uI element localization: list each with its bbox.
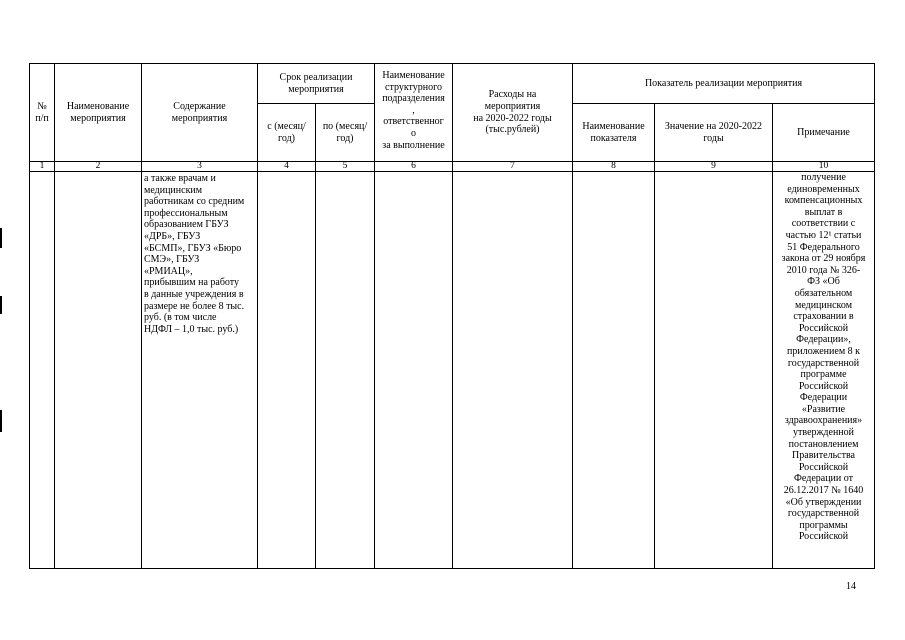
- column-number-cell: 9: [655, 162, 773, 172]
- header-indicator-value: Значение на 2020-2022 годы: [655, 104, 773, 162]
- header-note: Примечание: [773, 104, 875, 162]
- header-indicator-name: Наименование показателя: [573, 104, 655, 162]
- column-number-cell: 5: [316, 162, 375, 172]
- table-cell-empty: [375, 172, 453, 569]
- column-number-cell: 3: [142, 162, 258, 172]
- column-number-cell: 8: [573, 162, 655, 172]
- header-measure-content: Содержание мероприятия: [142, 64, 258, 162]
- column-number-cell: 6: [375, 162, 453, 172]
- header-expenses: Расходы на мероприятия на 2020-2022 годы (тыс.рублей): [453, 64, 573, 162]
- column-number-cell: 1: [30, 162, 55, 172]
- column-number-cell: 10: [773, 162, 875, 172]
- column-number-cell: 7: [453, 162, 573, 172]
- header-period-to: по (месяц/ год): [316, 104, 375, 162]
- measures-table-container: [29, 63, 874, 572]
- table-cell-empty: [453, 172, 573, 569]
- table-cell-empty: [655, 172, 773, 569]
- column-number-cell: 4: [258, 162, 316, 172]
- note-cell: получение единовременных компенсационных выплат в соответствии с частью 12¹ статьи 51 Федерального закона от 29 ноября 2010 года № 326- ФЗ «Об обязательном медицинском страховании в Российской Федерации», приложением 8 к государственной программе Российской Федерации «Развитие здравоохранения» утвержденной постановлением Правительства Российской Федерации от 26.12.2017 № 1640 «Об утверждении государственной программы Российской: [773, 172, 875, 569]
- column-number-cell: 2: [55, 162, 142, 172]
- table-cell-empty: [573, 172, 655, 569]
- scan-edge-mark: [0, 296, 2, 314]
- header-number: № п/п: [30, 64, 55, 162]
- table-cell-empty: [258, 172, 316, 569]
- header-implementation-indicator: Показатель реализации мероприятия: [573, 64, 875, 104]
- header-measure-name: Наименование мероприятия: [55, 64, 142, 162]
- header-responsible-unit: Наименование структурного подразделения , ответственног о за выполнение: [375, 64, 453, 162]
- measures-table: [29, 63, 875, 569]
- scan-edge-mark: [0, 228, 2, 248]
- header-implementation-period: Срок реализации мероприятия: [258, 64, 375, 104]
- header-period-from: с (месяц/ год): [258, 104, 316, 162]
- table-cell-empty: [30, 172, 55, 569]
- table-cell-empty: [55, 172, 142, 569]
- table-cell-empty: [316, 172, 375, 569]
- measure-content-cell: а также врачам и медицинским работникам со средним профессиональным образованием ГБУЗ «ДРБ», ГБУЗ «БСМП», ГБУЗ «Бюро СМЭ», ГБУЗ «РМИАЦ», прибывшим на работу в данные учреждения в размере не более 8 тыс. руб. (в том числе НДФЛ – 1,0 тыс. руб.): [142, 172, 258, 569]
- page-number: 14: [846, 581, 856, 592]
- scan-edge-mark: [0, 410, 2, 432]
